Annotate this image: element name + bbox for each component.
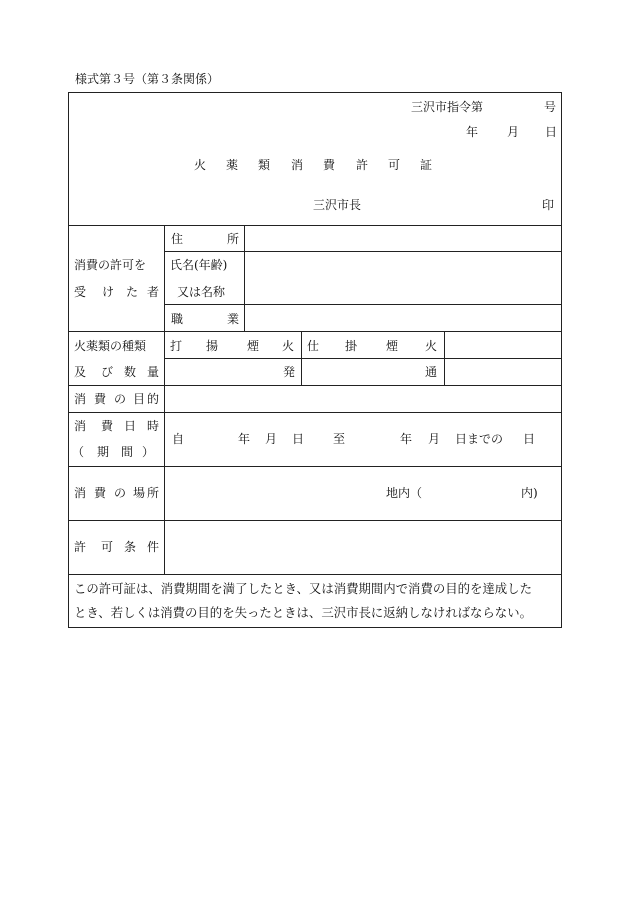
date-day: 日 (545, 125, 558, 139)
uchiage-label-char: 煙 (247, 339, 260, 353)
shikake-label-char: 仕 (307, 339, 320, 353)
date-from-day: 日 (292, 432, 305, 446)
date-to-year: 年 (400, 432, 413, 446)
kinds-label-char: び (101, 365, 114, 379)
shikake-label-char: 掛 (345, 339, 358, 353)
row-divider (164, 251, 562, 252)
row-divider (68, 520, 562, 521)
address-label-char: 住 (171, 232, 184, 246)
row-divider (68, 225, 562, 226)
row-divider (68, 574, 562, 575)
recipient-label-char: け (102, 285, 115, 299)
uchiage-label-char: 火 (282, 339, 295, 353)
place-nai: 内) (521, 486, 538, 500)
date-from-year: 年 (238, 432, 251, 446)
address-label-char: 所 (227, 232, 240, 246)
column-divider (164, 225, 165, 574)
shikake-label-char: 火 (425, 339, 438, 353)
date-year: 年 (466, 125, 479, 139)
name-label-line1: 氏名(年齢) (170, 258, 228, 272)
notice-line2: とき、若しくは消費の目的を失ったときは、三沢市長に返納しなければならない。 (74, 605, 532, 620)
kinds-label-char: 量 (147, 365, 160, 379)
row-divider (68, 385, 562, 386)
name-field[interactable] (246, 253, 560, 302)
occupation-label-char: 職 (171, 312, 184, 326)
kinds-label-line1: 火薬類の種類 (74, 339, 147, 353)
recipient-label-line1: 消費の許可を (74, 258, 147, 272)
row-divider (164, 304, 562, 305)
date-to: 至 (333, 432, 346, 446)
date-until: 日までの (455, 432, 504, 446)
kinds-extra-field[interactable] (446, 333, 560, 383)
row-divider (68, 412, 562, 413)
date-day-count: 日 (523, 432, 536, 446)
form-label: 様式第３号（第３条関係） (75, 72, 220, 86)
column-divider (244, 225, 245, 331)
row-divider (68, 331, 562, 332)
shikake-unit: 通 (425, 365, 438, 379)
recipient-label-char: た (126, 285, 139, 299)
column-divider (444, 331, 445, 385)
order-prefix: 三沢市指令第 (411, 100, 484, 114)
kinds-label-char: 及 (74, 365, 87, 379)
order-suffix: 号 (544, 100, 557, 114)
uchiage-unit: 発 (283, 365, 296, 379)
row-divider (68, 466, 562, 467)
notice-line1: この許可証は、消費期間を満了したとき、又は消費期間内で消費の目的を達成した (74, 581, 532, 596)
occupation-field[interactable] (246, 306, 560, 329)
date-to-month: 月 (428, 432, 441, 446)
uchiage-label-char: 揚 (206, 339, 219, 353)
seal-mark: 印 (542, 198, 555, 212)
date-month: 月 (507, 125, 520, 139)
purpose-field[interactable] (166, 387, 560, 410)
shikake-label-char: 煙 (386, 339, 399, 353)
recipient-label-char: 者 (147, 285, 160, 299)
uchiage-label-char: 打 (170, 339, 183, 353)
conditions-field[interactable] (166, 522, 560, 572)
recipient-label-char: 受 (74, 285, 87, 299)
occupation-label-char: 業 (227, 312, 240, 326)
column-divider (301, 331, 302, 385)
date-from-month: 月 (265, 432, 278, 446)
address-field[interactable] (246, 227, 560, 249)
kinds-label-char: 数 (124, 365, 137, 379)
issuer-name: 三沢市長 (313, 198, 362, 212)
place-chinai: 地内（ (386, 486, 423, 500)
date-from: 自 (172, 432, 185, 446)
name-label-line2: 又は名称 (177, 285, 226, 299)
